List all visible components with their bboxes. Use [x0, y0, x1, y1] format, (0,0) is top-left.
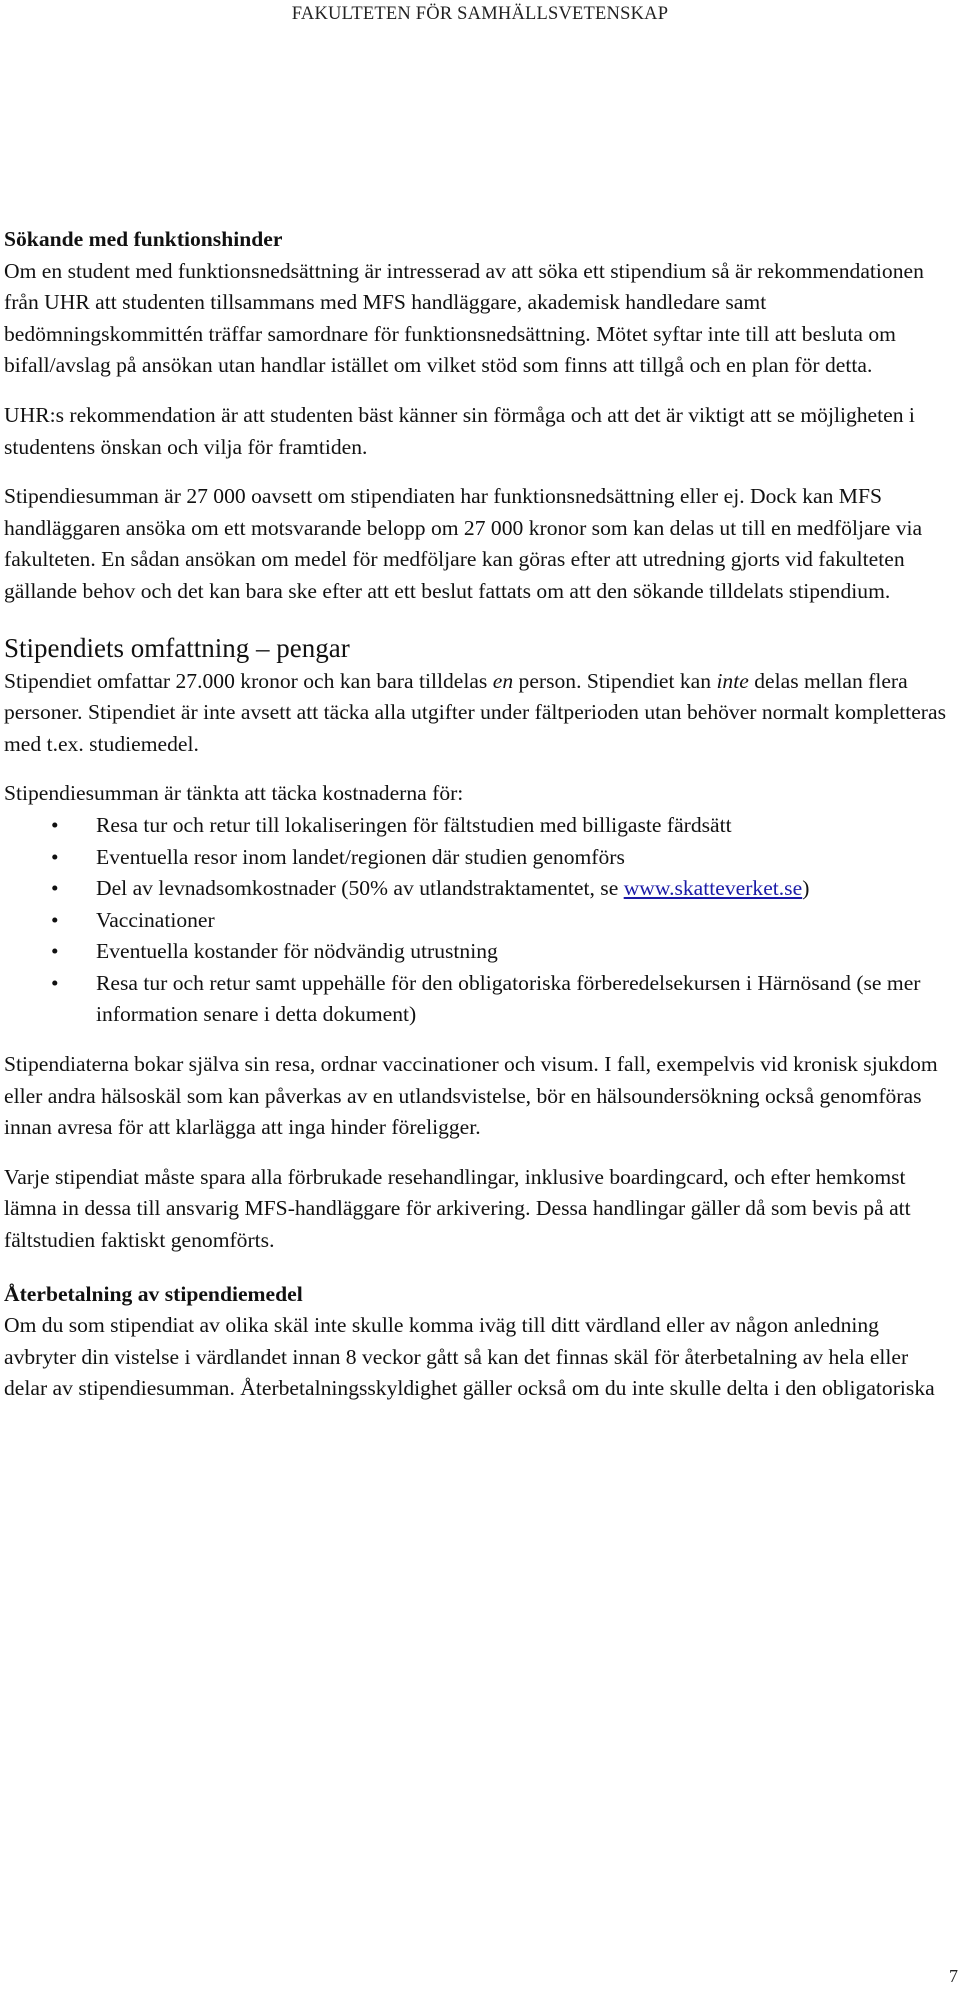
heading-repayment: Återbetalning av stipendiemedel: [4, 1281, 303, 1306]
list-item-text: Resa tur och retur till lokaliseringen för fältstudien med billigaste färdsätt: [96, 812, 732, 837]
paragraph-repayment-1: Om du som stipendiat av olika skäl inte skulle komma iväg till ditt värdland eller av någon anledning avbryter din vistelse i värdlandet innan 8 veckor gått så kan det finnas skäl för återbetalning av hela eller delar av stipendiesumman. Återbetalningsskyldighet gäller också om du inte skulle delta i den obligatoriska: [4, 1313, 935, 1401]
paragraph-disability-1: Om en student med funktionsnedsättning är intresserad av att söka ett stipendium så är rekommendationen från UHR att studenten tillsammans med MFS handläggare, akademisk handledare samt bedömningskommittén träffar samordnare för funktionsnedsättning. Mötet syftar inte till att besluta om bifall/avslag på ansökan utan handlar istället om vilket stöd som finns att tillgå och en plan för detta.: [4, 258, 924, 378]
paragraph-scope-3: Varje stipendiat måste spara alla förbrukade resehandlingar, inklusive boardingcard, och efter hemkomst lämna in dessa till ansvarig MFS-handläggare för arkivering. Dessa handlingar gäller då som bevis på att fältstudien faktiskt genomförts.: [4, 1164, 911, 1253]
page-number: 7: [949, 1966, 958, 1986]
bullet-icon: •: [51, 876, 59, 901]
paragraph-disability-2: UHR:s rekommendation är att studenten bäst känner sin förmåga och att det är viktigt att se möjligheten i studentens önskan och vilja för framtiden.: [4, 402, 915, 459]
list-item: [4, 905, 952, 937]
list-item-text: Eventuella kostander för nödvändig utrustning: [96, 939, 498, 964]
list-item: [4, 968, 952, 1031]
list-item-text: Resa tur och retur samt uppehälle för den obligatoriska förberedelsekursen i Härnösand (se mer information senare i detta dokument): [96, 970, 921, 1027]
list-item: [4, 936, 952, 968]
skatteverket-link[interactable]: www.skatteverket.se: [623, 876, 803, 901]
bullet-icon: •: [51, 939, 59, 964]
heading-scope: Stipendiets omfattning – pengar: [4, 632, 350, 663]
list-item-text: ): [802, 876, 810, 901]
document-body: [4, 224, 952, 1405]
scope-text-3: delas mellan flera personer. Stipendiet är inte avsett att täcka alla utgifter under fältperioden utan behöver normalt kompletteras med t.ex. studiemedel.: [4, 668, 946, 756]
list-intro: Stipendiesumman är tänkta att täcka kostnaderna för:: [4, 781, 464, 806]
emphasis-en: en: [492, 668, 514, 693]
running-header: FAKULTETEN FÖR SAMHÄLLSVETENSKAP: [291, 4, 669, 24]
paragraph-disability-3: Stipendiesumman är 27 000 oavsett om stipendiaten har funktionsnedsättning eller ej. Dock kan MFS handläggaren ansöka om ett motsvarande belopp om 27 000 kronor som kan delas ut till en medföljare via fakulteten. En sådan ansökan om medel för medföljare kan göras efter att utredning gjorts vid fakulteten gällande behov och det kan bara ske efter att ett beslut fattats om att den sökande tilldelats stipendium.: [4, 484, 923, 603]
scope-text-2: person. Stipendiet kan: [513, 668, 717, 693]
paragraph-scope-1: [4, 666, 952, 761]
list-item: [4, 810, 952, 842]
list-item-text: Eventuella resor inom landet/regionen där studien genomförs: [96, 844, 625, 869]
bullet-icon: •: [51, 970, 59, 995]
bullet-icon: •: [51, 812, 59, 837]
cost-list: [4, 810, 952, 1031]
list-item-text: Vaccinationer: [96, 907, 215, 932]
scope-text-1: Stipendiet omfattar 27.000 kronor och kan bara tilldelas: [4, 668, 493, 693]
paragraph-scope-2: Stipendiaterna bokar själva sin resa, ordnar vaccinationer och visum. I fall, exempelvis vid kronisk sjukdom eller andra hälsoskäl som kan påverkas av en utlandsvistelse, bör en hälsoundersökning också genomföras innan avresa för att klarlägga att inga hinder föreligger.: [4, 1052, 938, 1140]
heading-disability: Sökande med funktionshinder: [4, 227, 283, 251]
bullet-icon: •: [51, 844, 59, 869]
list-item: [4, 873, 952, 905]
list-item-text: Del av levnadsomkostnader (50% av utlandstraktamentet, se: [96, 876, 624, 901]
emphasis-inte: inte: [716, 668, 749, 693]
list-item: [4, 842, 952, 874]
bullet-icon: •: [51, 907, 59, 932]
